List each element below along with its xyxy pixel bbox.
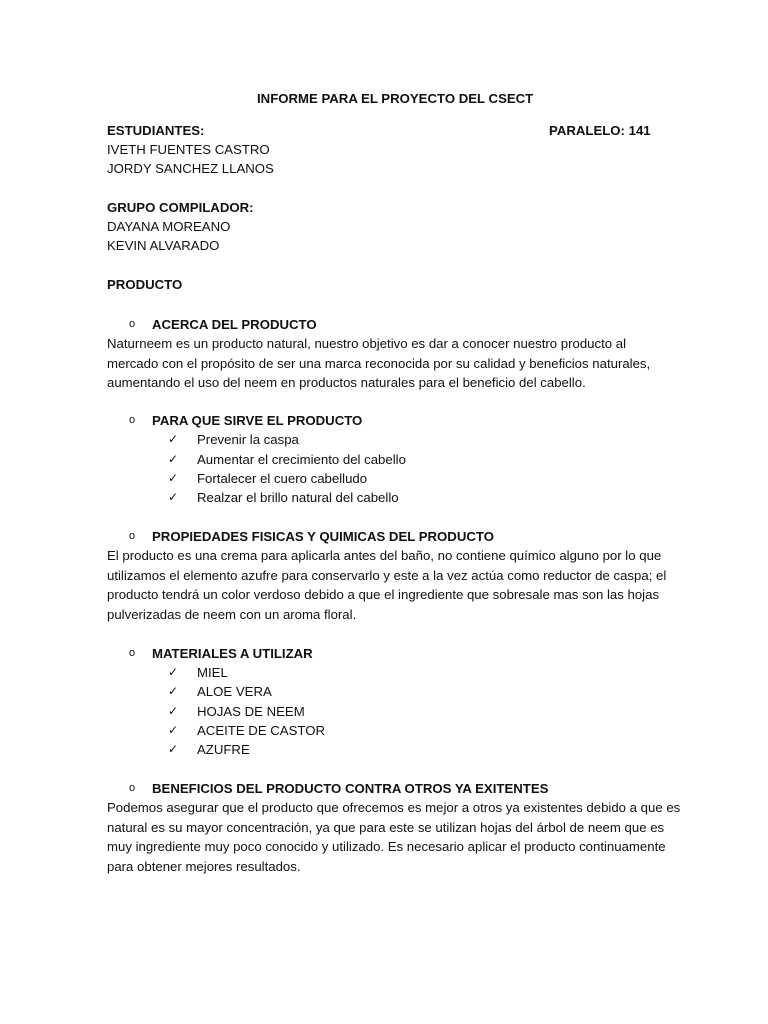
document-title: INFORME PARA EL PROYECTO DEL CSECT xyxy=(257,91,534,106)
students-label: ESTUDIANTES: xyxy=(107,123,205,138)
checkmark-icon: ✓ xyxy=(168,684,179,698)
list-item: Aumentar el crecimiento del cabello xyxy=(197,452,406,467)
checkmark-icon: ✓ xyxy=(168,704,179,718)
checkmark-icon: ✓ xyxy=(168,742,179,756)
paragraph-beneficios xyxy=(107,798,681,876)
section-heading-beneficios: BENEFICIOS DEL PRODUCTO CONTRA OTROS YA EXITENTES xyxy=(152,781,549,796)
paragraph-line: pulverizadas de neem con un aroma floral. xyxy=(107,606,357,622)
paralelo-label: PARALELO: 141 xyxy=(549,123,651,138)
list-item: ALOE VERA xyxy=(197,684,272,699)
section-heading-propiedades: PROPIEDADES FISICAS Y QUIMICAS DEL PRODUCTO xyxy=(152,529,494,544)
paragraph-line: Naturneem es un producto natural, nuestro objetivo es dar a conocer nuestro producto al xyxy=(107,336,627,351)
list-item: HOJAS DE NEEM xyxy=(197,704,305,719)
checkmark-icon: ✓ xyxy=(168,490,179,504)
paragraph-line: utilizamos el elemento azufre para conservarlo y este a la vez actúa como reductor de caspa; el xyxy=(107,567,667,583)
product-heading: PRODUCTO xyxy=(107,277,183,292)
paragraph-line: producto tendrá un color verdoso debido a que el ingrediente que sobresale mas son las hojas xyxy=(107,587,660,602)
compiler-name: DAYANA MOREANO xyxy=(107,219,231,234)
student-name: IVETH FUENTES CASTRO xyxy=(107,142,270,157)
paragraph-line: muy ingrediente muy poco conocido y utilizado. Es necesario aplicar el producto continuamente xyxy=(107,839,666,854)
list-item: Fortalecer el cuero cabelludo xyxy=(197,471,368,486)
bullet-icon: o xyxy=(129,782,136,794)
checkmark-icon: ✓ xyxy=(168,471,179,485)
checkmark-icon: ✓ xyxy=(168,665,179,679)
bullet-icon: o xyxy=(129,647,136,659)
checkmark-icon: ✓ xyxy=(168,432,179,446)
list-item: Prevenir la caspa xyxy=(197,432,299,447)
paragraph-line: para obtener mejores resultados. xyxy=(107,858,301,874)
section-heading-acerca: ACERCA DEL PRODUCTO xyxy=(152,317,317,332)
list-item: ACEITE DE CASTOR xyxy=(197,723,325,738)
section-heading-materiales: MATERIALES A UTILIZAR xyxy=(152,646,313,661)
bullet-icon: o xyxy=(129,414,136,426)
list-item: AZUFRE xyxy=(197,742,250,757)
paragraph-line: Podemos asegurar que el producto que ofrecemos es mejor a otros ya existentes debido a que es xyxy=(107,800,681,815)
compiler-label: GRUPO COMPILADOR: xyxy=(107,200,254,215)
compiler-name: KEVIN ALVARADO xyxy=(107,238,220,253)
section-heading-para-que: PARA QUE SIRVE EL PRODUCTO xyxy=(152,413,363,428)
paragraph-line: mercado con el propósito de ser una marca reconocida por su calidad y beneficios naturales, xyxy=(107,355,651,371)
bullet-icon: o xyxy=(129,318,136,330)
paragraph-propiedades xyxy=(107,546,667,624)
paragraph-line: aumentando el uso del neem en productos naturales para el beneficio del cabello. xyxy=(107,375,586,390)
list-item: MIEL xyxy=(197,665,228,680)
bullet-icon: o xyxy=(129,530,136,542)
paragraph-line: El producto es una crema para aplicarla antes del baño, no contiene químico alguno por lo que xyxy=(107,548,662,563)
checkmark-icon: ✓ xyxy=(168,723,179,737)
paragraph-line: natural es su mayor concentración, ya que para este se utilizan hojas del árbol de neem que es xyxy=(107,819,665,835)
paragraph-acerca xyxy=(107,334,667,393)
list-item: Realzar el brillo natural del cabello xyxy=(197,490,399,505)
student-name: JORDY SANCHEZ LLANOS xyxy=(107,161,274,176)
checkmark-icon: ✓ xyxy=(168,452,179,466)
